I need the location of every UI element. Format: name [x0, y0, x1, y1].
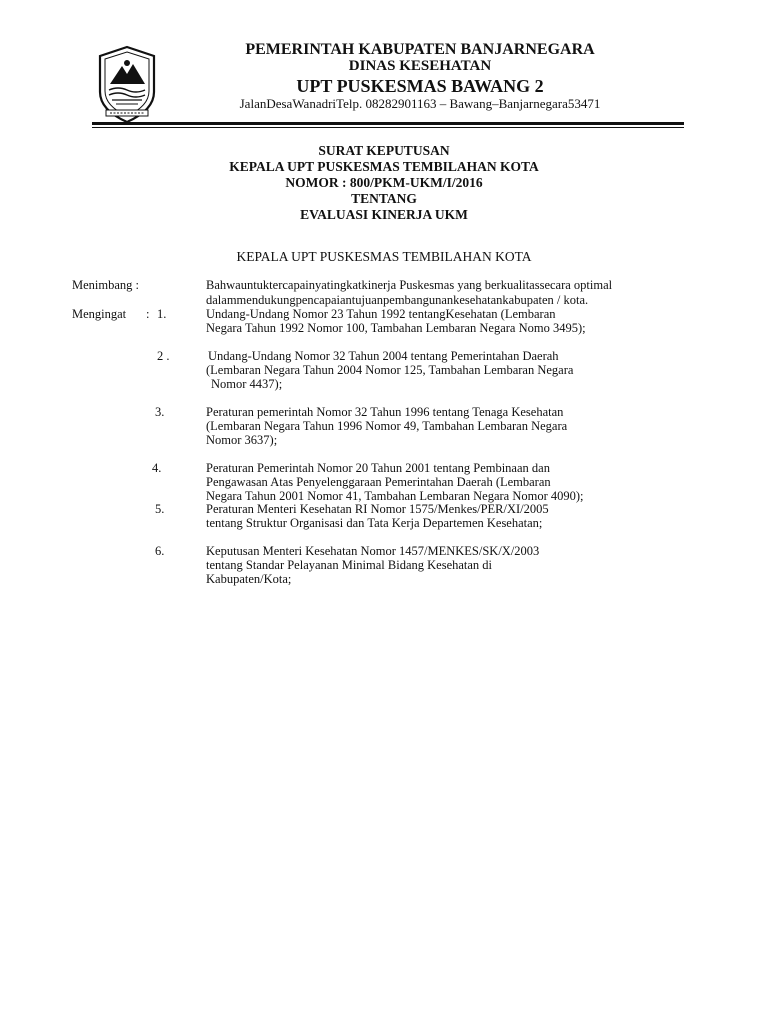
item-text-line: Negara Tahun 1992 Nomor 100, Tambahan Lembaran Negara Nomo 3495); — [206, 321, 586, 335]
item-text-line: Peraturan pemerintah Nomor 32 Tahun 1996 tentang Tenaga Kesehatan — [206, 405, 564, 419]
item-text-line: Pengawasan Atas Penyelenggaraan Pemerintahan Daerah (Lembaran — [206, 475, 551, 489]
header-government: PEMERINTAH KABUPATEN BANJARNEGARA — [245, 41, 595, 58]
item-number: 2 . — [157, 349, 170, 363]
item-number: 6. — [155, 544, 165, 558]
item-text-line: Peraturan Menteri Kesehatan RI Nomor 1575/Menkes/PER/XI/2005 — [206, 502, 549, 516]
item-text-line: Undang-Undang Nomor 23 Tahun 1992 tentangKesehatan (Lembaran — [206, 307, 556, 321]
doc-about-label: TENTANG — [351, 191, 417, 206]
item-text-line: Negara Tahun 2001 Nomor 41, Tambahan Lembaran Negara Nomor 4090); — [206, 489, 584, 503]
doc-issuer: KEPALA UPT PUSKESMAS TEMBILAHAN KOTA — [229, 159, 539, 174]
item-number: 3. — [155, 405, 165, 419]
item-text-line: Kabupaten/Kota; — [206, 572, 292, 586]
header-address: JalanDesaWanadriTelp. 08282901163 – Bawang–Banjarnegara53471 — [239, 96, 601, 111]
item-number: 5. — [155, 502, 165, 516]
mengingat-colon: : — [146, 307, 150, 321]
item-text-line: (Lembaran Negara Tahun 1996 Nomor 49, Tambahan Lembaran Negara — [206, 419, 568, 433]
item-text-line: Undang-Undang Nomor 32 Tahun 2004 tentang Pemerintahan Daerah — [208, 349, 559, 363]
header-institution: UPT PUSKESMAS BAWANG 2 — [296, 76, 544, 96]
regency-crest-logo — [92, 44, 162, 126]
item-number: 1. — [157, 307, 167, 321]
item-text-line: Keputusan Menteri Kesehatan Nomor 1457/MENKES/SK/X/2003 — [206, 544, 540, 558]
header-divider — [92, 122, 684, 125]
doc-title: SURAT KEPUTUSAN — [318, 143, 450, 158]
item-text-line: tentang Struktur Organisasi dan Tata Kerja Departemen Kesehatan; — [206, 516, 543, 530]
header-divider-thin — [92, 127, 684, 128]
header-department: DINAS KESEHATAN — [348, 58, 492, 74]
item-text-line: Nomor 4437); — [211, 377, 283, 391]
doc-authority: KEPALA UPT PUSKESMAS TEMBILAHAN KOTA — [236, 249, 532, 264]
mengingat-label: Mengingat — [72, 307, 127, 321]
menimbang-text-line: Bahwauntuktercapainyatingkatkinerja Puskesmas yang berkualitassecara optimal — [206, 278, 613, 292]
menimbang-label: Menimbang : — [72, 278, 140, 292]
item-text-line: Nomor 3637); — [206, 433, 278, 447]
item-text-line: Peraturan Pemerintah Nomor 20 Tahun 2001 tentang Pembinaan dan — [206, 461, 550, 475]
item-text-line: tentang Standar Pelayanan Minimal Bidang Kesehatan di — [206, 558, 493, 572]
item-number: 4. — [152, 461, 162, 475]
item-text-line: (Lembaran Negara Tahun 2004 Nomor 125, Tambahan Lembaran Negara — [206, 363, 574, 377]
menimbang-text-line: dalammendukungpencapaiantujuanpembangunankesehatankabupaten / kota. — [206, 293, 589, 307]
doc-subject: EVALUASI KINERJA UKM — [300, 207, 468, 222]
doc-number: NOMOR : 800/PKM-UKM/I/2016 — [285, 175, 483, 190]
